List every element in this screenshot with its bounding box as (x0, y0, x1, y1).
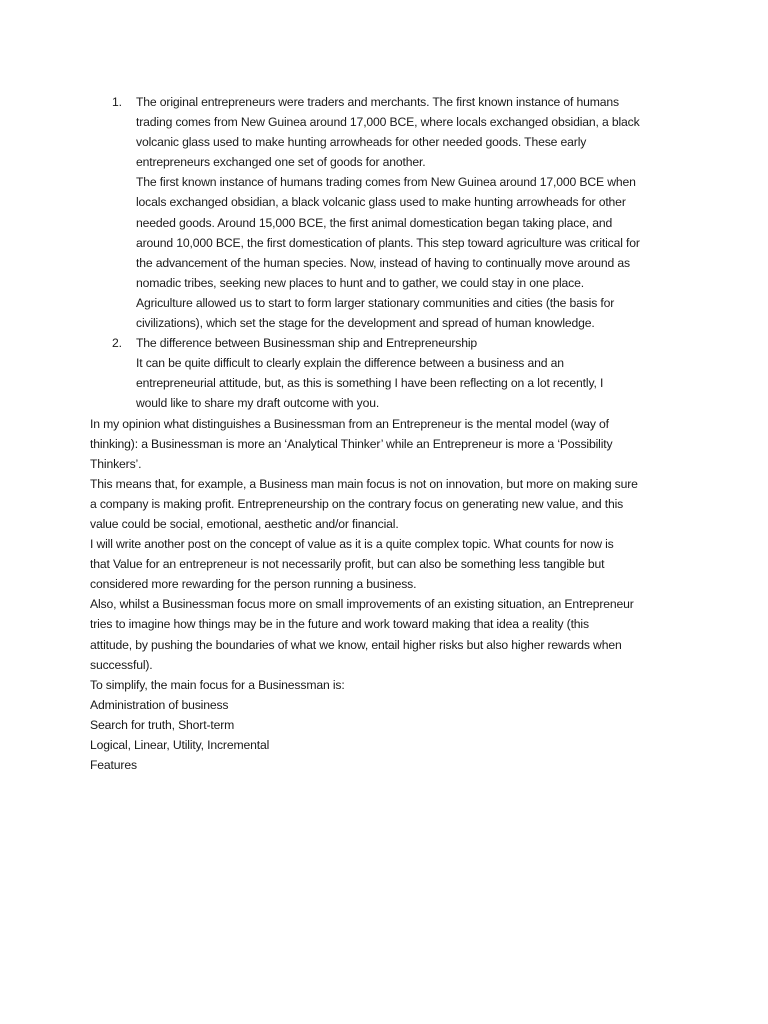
text-line: entrepreneurs exchanged one set of goods for another. (136, 155, 426, 170)
document-body (90, 92, 680, 775)
text-line: needed goods. Around 15,000 BCE, the first animal domestication began taking place, and (136, 215, 613, 230)
text-line: entrepreneurial attitude, but, as this is something I have been reflecting on a lot recently, I (136, 376, 604, 391)
paragraph (90, 534, 680, 594)
text-line: would like to share my draft outcome with you. (136, 396, 380, 411)
text-line: It can be quite difficult to clearly explain the difference between a business and an (136, 356, 564, 371)
text-line: The original entrepreneurs were traders and merchants. The first known instance of humans (136, 95, 619, 109)
text-line: volcanic glass used to make hunting arrowheads for other needed goods. These early (136, 135, 587, 150)
text-line: Thinkers’. (90, 456, 142, 471)
text-line: In my opinion what distinguishes a Businessman from an Entrepreneur is the mental model (way of (90, 416, 609, 431)
numbered-list (90, 92, 680, 414)
list-number: 2. (112, 336, 122, 351)
list-item-heading: The difference between Businessman ship and Entrepreneurship (136, 336, 478, 351)
text-line: considered more rewarding for the person running a business. (90, 577, 417, 592)
text-line: The first known instance of humans trading comes from New Guinea around 17,000 BCE when (136, 175, 636, 190)
text-line: Agriculture allowed us to start to form larger stationary communities and cities (the basis for (136, 295, 615, 310)
text-line: tries to imagine how things may be in the future and work toward making that idea a reality (this (90, 617, 589, 632)
paragraph (90, 695, 680, 715)
text-line: a company is making profit. Entrepreneurship on the contrary focus on generating new value, and this (90, 496, 624, 511)
text-line: value could be social, emotional, aesthetic and/or financial. (90, 516, 399, 531)
paragraph (90, 675, 680, 695)
text-line: the advancement of the human species. Now, instead of having to continually move around as (136, 255, 630, 270)
paragraph (90, 474, 680, 534)
text-line: Logical, Linear, Utility, Incremental (90, 738, 270, 752)
text-line: locals exchanged obsidian, a black volcanic glass used to make hunting arrowheads for other (136, 195, 626, 210)
text-line: Search for truth, Short-term (90, 717, 235, 732)
text-line: civilizations), which set the stage for the development and spread of human knowledge. (136, 316, 595, 331)
text-line: successful). (90, 657, 153, 672)
text-line: nomadic tribes, seeking new places to hunt and to gather, we could stay in one place. (136, 275, 584, 290)
text-line: Features (90, 758, 137, 773)
list-number: 1. (112, 95, 122, 109)
text-line: To simplify, the main focus for a Businessman is: (90, 677, 345, 692)
list-item (90, 92, 680, 333)
list-item (90, 333, 680, 413)
paragraph (90, 594, 680, 674)
text-line: Administration of business (90, 697, 229, 712)
text-line: This means that, for example, a Business man main focus is not on innovation, but more on making sure (90, 476, 638, 491)
text-line: attitude, by pushing the boundaries of what we know, entail higher risks but also higher rewards when (90, 637, 622, 652)
paragraph (90, 414, 680, 474)
paragraph (90, 735, 680, 755)
text-line: trading comes from New Guinea around 17,000 BCE, where locals exchanged obsidian, a black (136, 115, 640, 130)
text-line: thinking): a Businessman is more an ‘Analytical Thinker’ while an Entrepreneur is more a ‘Possibility (90, 436, 613, 451)
paragraph (90, 715, 680, 735)
paragraph (90, 755, 680, 775)
text-line: around 10,000 BCE, the first domestication of plants. This step toward agriculture was critical for (136, 235, 640, 250)
text-line: Also, whilst a Businessman focus more on small improvements of an existing situation, an Entrepreneur (90, 597, 634, 612)
text-line: I will write another post on the concept of value as it is a quite complex topic. What counts for now is (90, 537, 614, 552)
text-line: that Value for an entrepreneur is not necessarily profit, but can also be something less tangible but (90, 557, 605, 572)
